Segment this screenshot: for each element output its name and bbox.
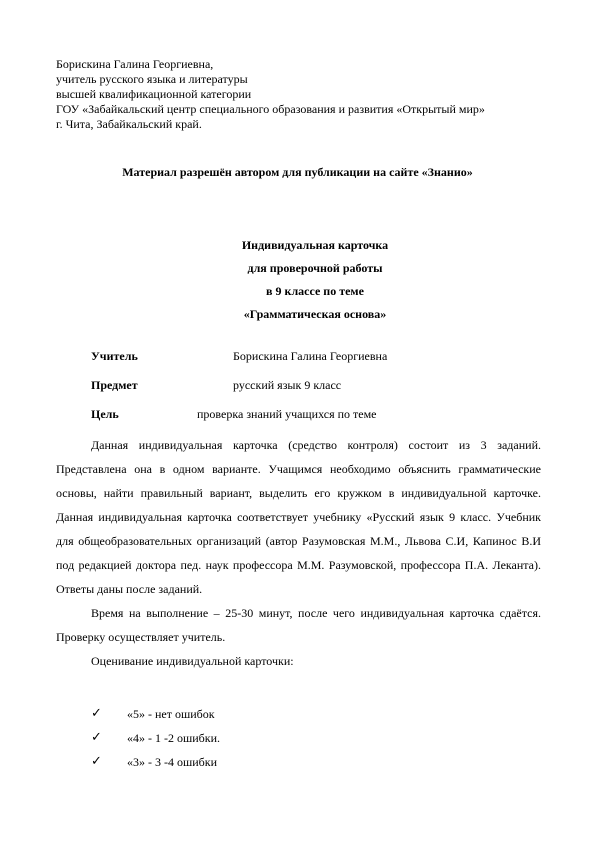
grading-item-text: «5» - нет ошибок	[127, 707, 215, 721]
grading-heading: Оценивание индивидуальной карточки:	[91, 654, 294, 668]
author-location: г. Чита, Забайкальский край.	[56, 117, 202, 131]
subject-value: русский язык 9 класс	[233, 378, 342, 392]
title-line: в 9 классе по теме	[266, 284, 364, 298]
author-organization: ГОУ «Забайкальский центр специального образования и развития «Открытый мир»	[56, 102, 485, 116]
title-line: для проверочной работы	[247, 261, 383, 275]
author-category: высшей квалификационной категории	[56, 87, 252, 101]
subject-label: Предмет	[91, 378, 138, 392]
check-icon: ✓	[91, 754, 102, 769]
author-block	[56, 57, 526, 132]
description-paragraph: Данная индивидуальная карточка (средство контроля) состоит из 3 заданий. Представлена она в одном варианте. Учащимся необходимо объяснить грамматические основы, найти правильный вариант, выделить его кружком в индивидуальной карточке. Данная индивидуальная карточка соответствует учебнику «Русский язык 9 класс. Учебник для общеобразовательных организаций (автор Разумовская М.М., Львова С.И, Капинос В.И под редакцией доктора пед. наук профессора М.М. Разумовской, профессора П.А. Леканта). Ответы даны после заданий.	[56, 438, 541, 596]
time-paragraph: Время на выполнение – 25-30 минут, после чего индивидуальная карточка сдаётся. Проверку осуществляет учитель.	[56, 606, 541, 644]
title-line: «Грамматическая основа»	[243, 307, 387, 321]
check-icon: ✓	[91, 730, 102, 745]
author-position: учитель русского языка и литературы	[56, 72, 248, 86]
grading-item-text: «3» - 3 -4 ошибки	[127, 755, 218, 769]
grading-item-text: «4» - 1 -2 ошибки.	[127, 731, 221, 745]
teacher-label: Учитель	[91, 349, 138, 363]
goal-value: проверка знаний учащихся по теме	[197, 407, 377, 421]
title-line: Индивидуальная карточка	[241, 238, 389, 252]
goal-label: Цель	[91, 407, 119, 421]
document-body	[56, 433, 541, 673]
document-title	[0, 238, 595, 330]
publication-permission: Материал разрешён автором для публикации на сайте «Знанио»	[122, 165, 473, 179]
author-name: Борискина Галина Георгиевна,	[56, 57, 214, 71]
check-icon: ✓	[91, 706, 102, 721]
teacher-value: Борискина Галина Георгиевна	[233, 349, 388, 363]
